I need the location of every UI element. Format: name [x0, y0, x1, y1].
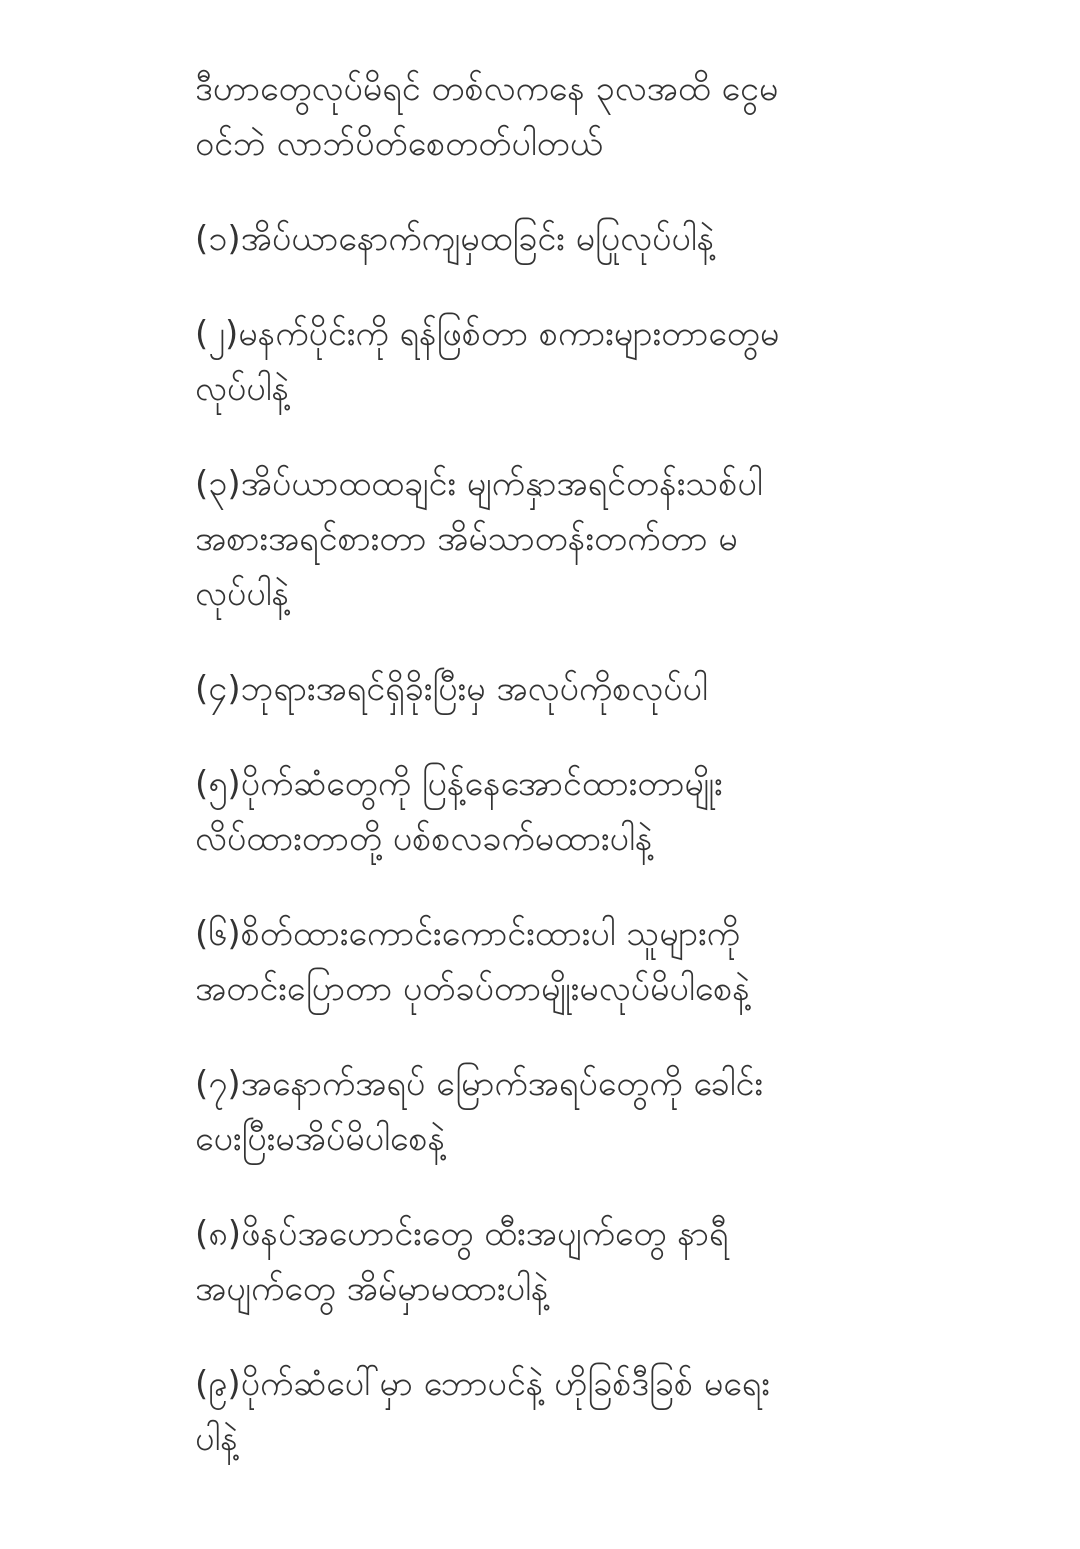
text-line: ဝင်ဘဲ လာဘ်ပိတ်စေတတ်ပါတယ်: [195, 124, 603, 164]
text-line: (၃)အိပ်ယာထထချင်း မျက်နှာအရင်တန်းသစ်ပါ: [195, 464, 763, 504]
text-line: (၂)မနက်ပိုင်းကို ရန်ဖြစ်တာ စကားများတာတွေမ: [195, 314, 780, 354]
list-item-3: [195, 457, 895, 622]
text-line: အတင်းပြောတာ ပုတ်ခပ်တာမျိုးမလုပ်မိပါစေနဲ့: [195, 969, 750, 1009]
list-item-7: [195, 1057, 895, 1167]
text-line: (၁)အိပ်ယာနောက်ကျမှထခြင်း မပြုလုပ်ပါနဲ့: [195, 219, 715, 259]
text-line: (၇)အနောက်အရပ် မြောက်အရပ်တွေကို ခေါင်း: [195, 1064, 764, 1104]
text-line: အပျက်တွေ အိမ်မှာမထားပါနဲ့: [195, 1269, 549, 1309]
list-item-8: [195, 1207, 895, 1317]
list-item-9: [195, 1357, 895, 1467]
text-line: လိပ်ထားတာတို့ ပစ်စလခက်မထားပါနဲ့: [195, 819, 653, 859]
text-line: (၄)ဘုရားအရင်ရှိခိုးပြီးမှ အလုပ်ကိုစလုပ်ပါ: [195, 669, 708, 709]
list-item-4: [195, 662, 895, 717]
text-line: ပါနဲ့: [195, 1419, 238, 1459]
text-line: ဒီဟာတွေလုပ်မိရင် တစ်လကနေ ၃လအထိ ငွေမ: [195, 69, 779, 109]
list-item-6: [195, 907, 895, 1017]
list-item-2: [195, 307, 895, 417]
text-line: (၉)ပိုက်ဆံပေါ်မှာ ဘောပင်နဲ့ ဟိုခြစ်ဒီခြစ် မရေး: [195, 1364, 770, 1404]
document-body: [195, 62, 895, 1507]
text-line: (၈)ဖိနပ်အဟောင်းတွေ ထီးအပျက်တွေ နာရီ: [195, 1214, 729, 1254]
text-line: အစားအရင်စားတာ အိမ်သာတန်းတက်တာ မ: [195, 519, 738, 559]
text-line: လုပ်ပါနဲ့: [195, 369, 290, 409]
text-line: လုပ်ပါနဲ့: [195, 574, 290, 614]
list-item-1: [195, 212, 895, 267]
intro-paragraph: [195, 62, 895, 172]
text-line: (၅)ပိုက်ဆံတွေကို ပြန့်နေအောင်ထားတာမျိုး: [195, 764, 723, 804]
text-line: (၆)စိတ်ထားကောင်းကောင်းထားပါ သူများကို: [195, 914, 740, 954]
text-line: ပေးပြီးမအိပ်မိပါစေနဲ့: [195, 1119, 446, 1159]
list-item-5: [195, 757, 895, 867]
